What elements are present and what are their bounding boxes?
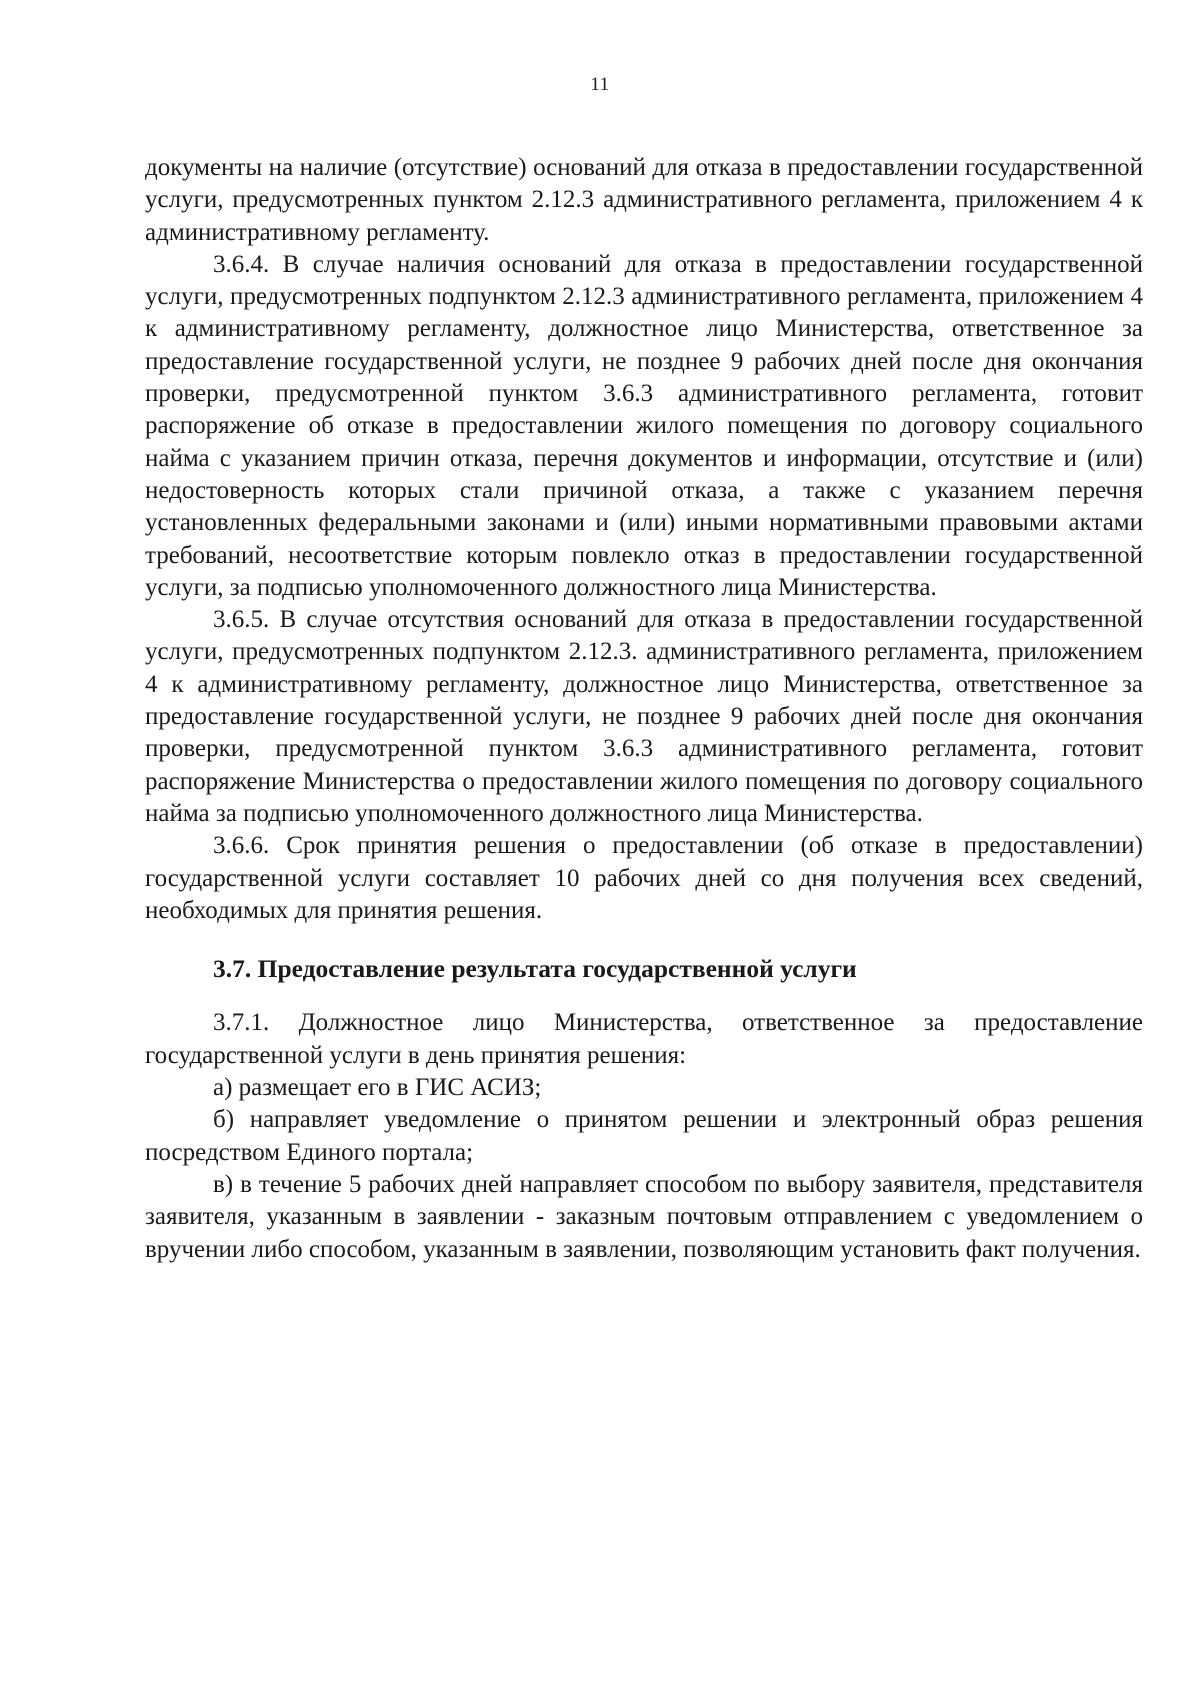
- list-item-b: б) направляет уведомление о принятом решении и электронный образ решения посредством Единого портала;: [145, 1106, 1143, 1166]
- paragraph-3-7-1: 3.7.1. Должностное лицо Министерства, ответственное за предоставление государственной услуги в день принятия решения:: [145, 1009, 1143, 1069]
- paragraph-3-6-6: 3.6.6. Срок принятия решения о предоставлении (об отказе в предоставлении) государственной услуги составляет 10 рабочих дней со дня получения всех сведений, необходимых для принятия решения.: [145, 832, 1143, 924]
- paragraph-3-6-4: 3.6.4. В случае наличия оснований для отказа в предоставлении государственной услуги, предусмотренных подпунктом 2.12.3 административного регламента, приложением 4 к административному регламенту, должностное лицо Министерства, ответственное за предоставление государственной услуги, не позднее 9 рабочих дней после дня окончания проверки, предусмотренной пунктом 3.6.3 административного регламента, готовит распоряжение об отказе в предоставлении жилого помещения по договору социального найма с указанием причин отказа, перечня документов и информации, отсутствие и (или) недостоверность которых стали причиной отказа, а также с указанием перечня установленных федеральными законами и (или) иными нормативными правовыми актами требований, несоответствие которым повлекло отказ в предоставлении государственной услуги, за подписью уполномоченного должностного лица Министерства.: [145, 250, 1143, 601]
- list-item-a: а) размещает его в ГИС АСИЗ;: [213, 1074, 542, 1102]
- list-item-v: в) в течение 5 рабочих дней направляет способом по выбору заявителя, представителя заявителя, указанным в заявлении - заказным почтовым отправлением с уведомлением о вручении либо способом, указанным в заявлении, позволяющим установить факт получения.: [145, 1170, 1143, 1263]
- page-number: 11: [590, 74, 610, 95]
- spacer: [145, 927, 1143, 953]
- paragraph-continuation: документы на наличие (отсутствие) оснований для отказа в предоставлении государственной услуги, предусмотренных пунктом 2.12.3 административного регламента, приложением 4 к административному регламенту.: [145, 154, 1143, 246]
- paragraph-3-6-5: 3.6.5. В случае отсутствия оснований для отказа в предоставлении государственной услуги, предусмотренных подпунктом 2.12.3. административного регламента, приложением 4 к административному регламенту, должностное лицо Министерства, ответственное за предоставление государственной услуги, не позднее 9 рабочих дней после дня окончания проверки, предусмотренной пунктом 3.6.3 административного регламента, готовит распоряжение Министерства о предоставлении жилого помещения по договору социального найма за подписью уполномоченного должностного лица Министерства.: [145, 606, 1143, 827]
- spacer: [145, 985, 1143, 1007]
- section-heading-3-7: 3.7. Предоставление результата государственной услуги: [213, 954, 857, 984]
- document-body: [145, 152, 1143, 1266]
